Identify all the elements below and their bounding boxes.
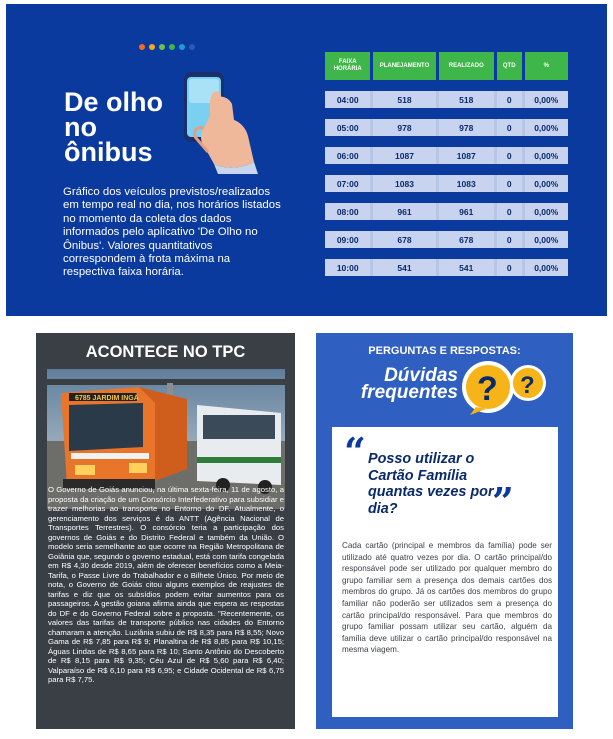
cell: 518 xyxy=(439,91,494,108)
table-row xyxy=(325,91,568,108)
faq-question: Posso utilizar o Cartão Família quantas vezes por dia? xyxy=(368,451,494,517)
panel-title: De olho no ônibus xyxy=(64,87,163,167)
cell: 678 xyxy=(439,231,494,248)
quote-open-icon: “ xyxy=(344,429,366,474)
cell: 0 xyxy=(497,119,522,136)
cell: 05:00 xyxy=(325,119,370,136)
cell: 541 xyxy=(439,259,494,276)
dot xyxy=(189,44,195,50)
dot xyxy=(149,44,155,50)
table-row xyxy=(325,203,568,220)
cell: 0,00% xyxy=(525,175,568,192)
news-panel xyxy=(36,333,295,729)
cell: 0 xyxy=(497,259,522,276)
table-header xyxy=(325,52,568,80)
cell: 1087 xyxy=(373,147,435,164)
cell: 978 xyxy=(373,119,435,136)
panel-description: Gráfico dos veículos previstos/realizados em tempo real no dia, nos horários listados no momento da coleta dos dados informados pelo aplicativo 'De Olho no Ônibus'. Valores quantitativos correspondem à frota máxima na respectiva faixa horária. xyxy=(63,186,281,279)
table-row xyxy=(325,119,568,136)
news-body: O Governo de Goiás anunciou, na última sexta-feira, 11 de agosto, a proposta da criação de um Consórcio Interfederativo para subsidiar e trazer melhorias ao transporte no Entorno do DF. Atualmente, o gerenciamento dos serviços é da ANTT (Agência Nacional de Transportes Terrestres). O consórcio teria a participação dos governos de Goiás e do Distrito Federal e também da União. O modelo seria semelhante ao que ocorre na Região Metropolitana de Goiânia que, segundo o governo estadual, está com tarifa congelada em R$ 4,30 desde 2019, além de oferecer benefícios como a Meia-Tarifa, o Passe Livre do Trabalhador e o Bilhete Único. Por meio de nota, o Governo de Goiás citou alguns exemplos de reajustes de tarifas e diz que os subsídios podem evitar aumentos para os passageiros. A gestão goiana afirma ainda que espera as respostas do DF e do Governo Federal sobre a proposta. "Recentemente, os valores das tarifas de transporte público nas cidades do Entorno chamaram a atenção. Luziânia subiu de R$ 8,35 para R$ 8,55; Novo Gama de R$ 7,85 para R$ 9; Planaltina de R$ 8,85 para R$ 10,15; Águas Lindas de R$ 8,65 para R$ 10; Santo Antônio do Descoberto de R$ 8,15 para R$ 9,35; Céu Azul de R$ 5,60 para R$ 6,40; Valparaíso de R$ 6,10 para R$ 6,95; e Cidade Ocidental de R$ 6,75 para R$ 7,75. xyxy=(48,485,284,684)
cell: 10:00 xyxy=(325,259,370,276)
news-title: ACONTECE NO TPC xyxy=(85,343,246,361)
faq-card xyxy=(332,427,558,717)
svg-text:?: ? xyxy=(520,372,535,399)
color-dots xyxy=(139,44,195,50)
cell: 0,00% xyxy=(525,147,568,164)
header-realizado: REALIZADO xyxy=(439,52,494,80)
cell: 1083 xyxy=(439,175,494,192)
cell: 961 xyxy=(439,203,494,220)
dot xyxy=(179,44,185,50)
cell: 09:00 xyxy=(325,231,370,248)
question-mark-bubbles-icon xyxy=(458,359,558,415)
bus-sign: 6785 JARDIM INGÁ xyxy=(75,395,139,402)
dot xyxy=(169,44,175,50)
svg-text:?: ? xyxy=(477,370,498,408)
bus-monitor-panel xyxy=(6,4,607,316)
cell: 0,00% xyxy=(525,119,568,136)
cell: 978 xyxy=(439,119,494,136)
table-row xyxy=(325,175,568,192)
cell: 0 xyxy=(497,91,522,108)
dot xyxy=(139,44,145,50)
header-faixa: FAIXA HORÁRIA xyxy=(325,52,370,80)
cell: 06:00 xyxy=(325,147,370,164)
table-row xyxy=(325,147,568,164)
cell: 0 xyxy=(497,231,522,248)
hand-holding-phone-icon xyxy=(174,70,260,176)
cell: 1083 xyxy=(373,175,435,192)
cell: 0 xyxy=(497,203,522,220)
cell: 0,00% xyxy=(525,203,568,220)
cell: 0 xyxy=(497,147,522,164)
cell: 04:00 xyxy=(325,91,370,108)
cell: 0,00% xyxy=(525,231,568,248)
fleet-table xyxy=(325,52,568,276)
header-qtd: QTD xyxy=(497,52,522,80)
cell: 518 xyxy=(373,91,435,108)
faq-answer: Cada cartão (principal e membros da família) pode ser utilizado até quatro vezes por dia. O cartão principal/do responsável pode ser utilizado por qualquer membro do grupo familiar sem a presença dos demais cartões dos membros do grupo. Já os cartões dos membros do grupo familiar não poderão ser utilizados sem a presença do cartão principal/do responsável. Para que membros do grupo familiar possam utilizar seu cartão, alguém da família deve utilizar o cartão principal/do responsável na mesma viagem. xyxy=(342,541,552,655)
cell: 678 xyxy=(373,231,435,248)
quote-close-icon: ” xyxy=(492,479,514,524)
dot xyxy=(159,44,165,50)
cell: 961 xyxy=(373,203,435,220)
header-percent: % xyxy=(525,52,568,80)
faq-subtitle: Dúvidas frequentes xyxy=(360,365,458,403)
faq-panel xyxy=(316,333,573,729)
cell: 0,00% xyxy=(525,259,568,276)
header-planejamento: PLANEJAMENTO xyxy=(373,52,435,80)
cell: 541 xyxy=(373,259,435,276)
cell: 0 xyxy=(497,175,522,192)
cell: 07:00 xyxy=(325,175,370,192)
faq-title: PERGUNTAS E RESPOSTAS: xyxy=(368,345,521,357)
table-row xyxy=(325,259,568,276)
table-row xyxy=(325,231,568,248)
cell: 08:00 xyxy=(325,203,370,220)
cell: 1087 xyxy=(439,147,494,164)
cell: 0,00% xyxy=(525,91,568,108)
